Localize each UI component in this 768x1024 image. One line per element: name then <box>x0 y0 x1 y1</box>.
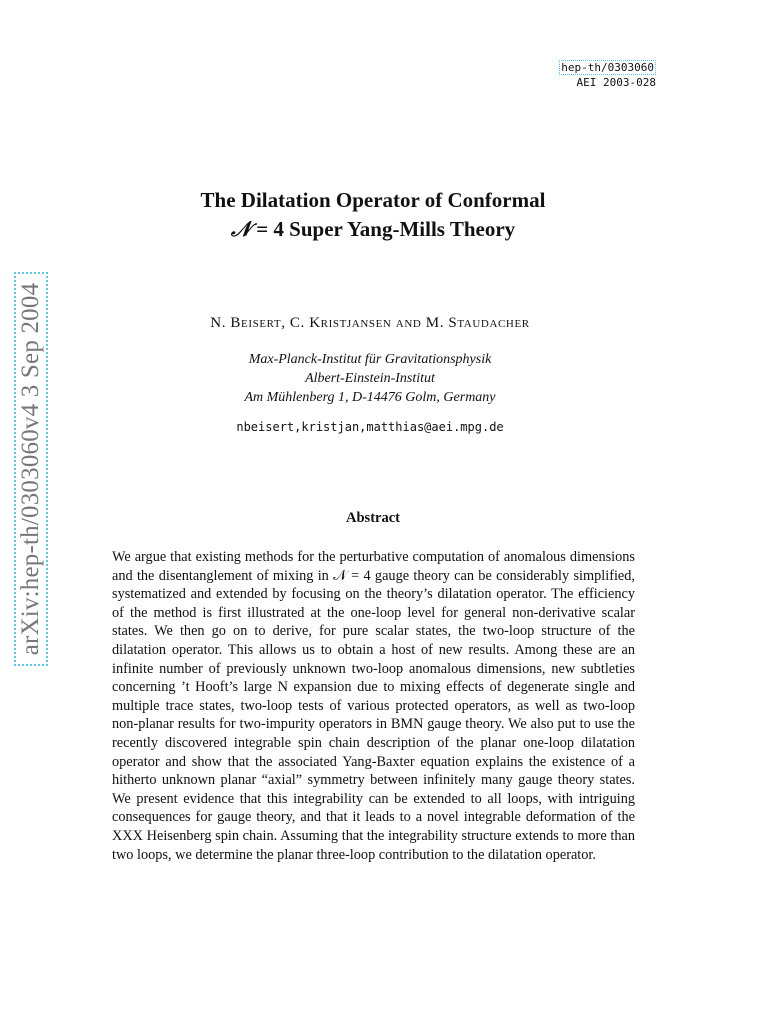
paper-title <box>0 186 746 244</box>
title-line-2-text: = 4 Super Yang-Mills Theory <box>250 217 516 241</box>
abstract-heading: Abstract <box>346 510 400 526</box>
report-ids <box>559 60 656 90</box>
report-link[interactable]: hep-th/0303060 <box>561 61 654 74</box>
email-address: nbeisert,kristjan,matthias@aei.mpg.de <box>236 420 504 434</box>
affiliation-line-2: Albert-Einstein-Institut <box>305 371 435 386</box>
affiliation <box>0 350 740 407</box>
affiliation-line-1: Max-Planck-Institut für Gravitationsphysik <box>248 352 492 367</box>
arxiv-identifier[interactable]: arXiv:hep-th/0303060v4 3 Sep 2004 <box>17 282 44 656</box>
authors: N. Beisert, C. Kristjansen and M. Staudacher <box>210 315 530 331</box>
title-line-2 <box>0 215 746 244</box>
affiliation-line-3: Am Mühlenberg 1, D-14476 Golm, Germany <box>244 390 496 405</box>
title-line-1: The Dilatation Operator of Conformal <box>200 188 546 212</box>
report-number: AEI 2003-028 <box>576 76 656 89</box>
abstract-body <box>112 548 635 864</box>
abstract-text: We argue that existing methods for the perturbative computation of anomalous dimensions and the disentanglement of mixing in 𝒩 = 4 gauge theory can be considerably simplified, systematized and extended by focusing on the theory’s dilatation operator. The efficiency of the method is first illustrated at the one-loop level for general non-derivative scalar states. We then go on to derive, for pure scalar states, the two-loop structure of the dilatation operator. This allows us to obtain a host of new results. Among these are an infinite number of previously unknown two-loop anomalous dimensions, new subtleties concerning ’t Hooft’s large N expansion due to mixing effects of degenerate single and multiple trace states, two-loop tests of various protected operators, as well as two-loop non-planar results for two-impurity operators in BMN gauge theory. We also put to use the recently discovered integrable spin chain description of the planar one-loop dilatation operator and show that the associated Yang-Baxter equation explains the existence of a hitherto unknown planar “axial” symmetry between infinitely many gauge theory states. We present evidence that this integrability can be extended to all loops, with intriguing consequences for gauge theory, and that it leads to a novel integrable deformation of the XXX Heisenberg spin chain. Assuming that the integrability structure extends to more than two loops, we determine the planar three-loop contribution to the dilatation operator. <box>112 549 635 863</box>
title-n-symbol: 𝒩 <box>230 217 251 241</box>
